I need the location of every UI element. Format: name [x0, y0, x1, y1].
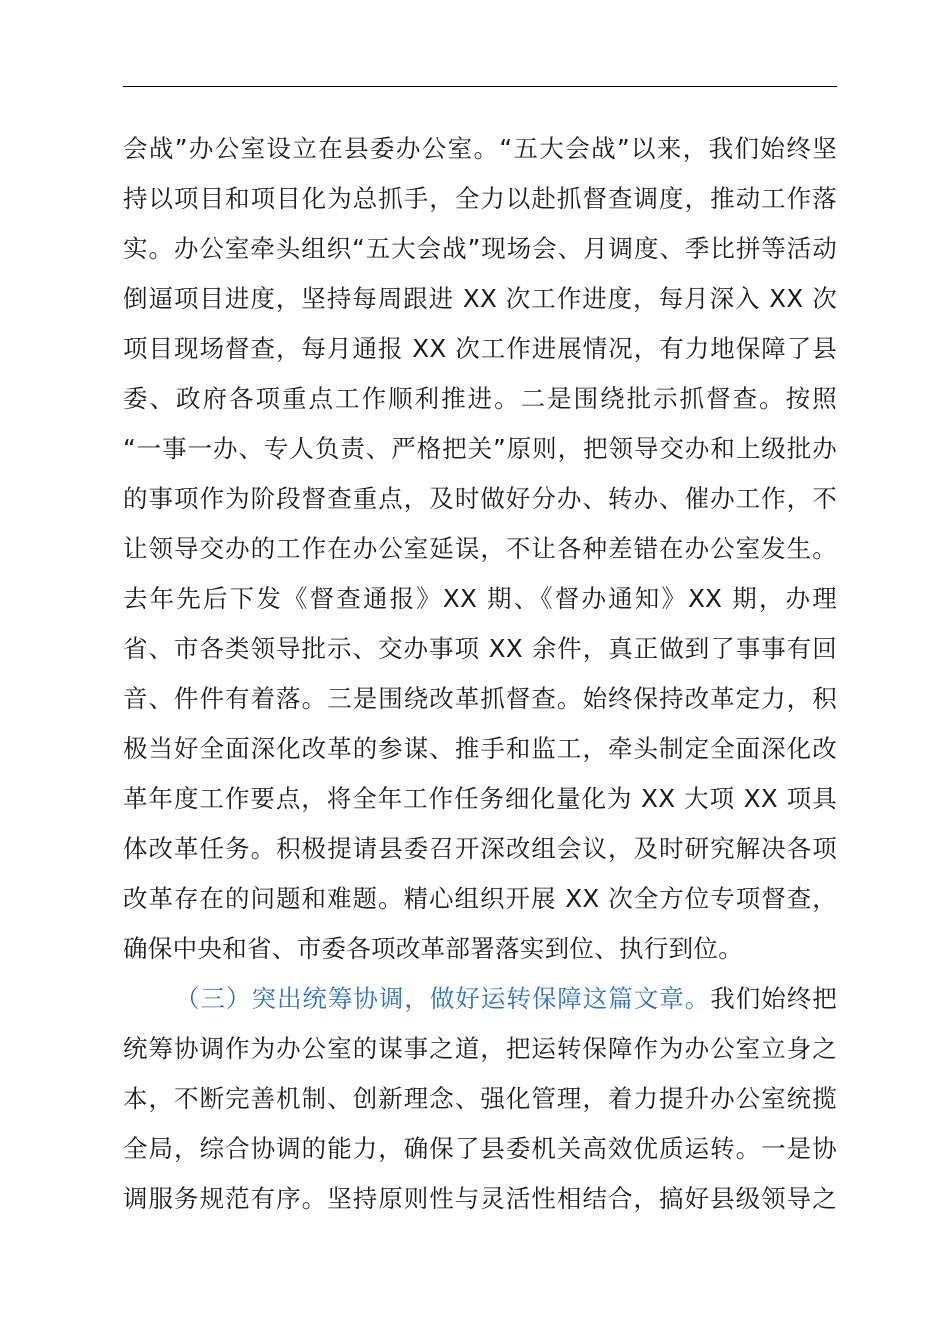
text-line: 项目现场督查，每月通报 XX 次工作进展情况，有力地保障了县 [123, 334, 837, 363]
text-line: 省、市各类领导批示、交办事项 XX 余件，真正做到了事事有回 [123, 634, 837, 663]
text-line: 改革存在的问题和难题。精心组织开展 XX 次全方位专项督查， [123, 884, 837, 913]
document-body [123, 124, 837, 1224]
text-line: 调服务规范有序。坚持原则性与灵活性相结合，搞好县级领导之 [123, 1184, 837, 1213]
text-line: 统筹协调作为办公室的谋事之道，把运转保障作为办公室立身之 [123, 1034, 837, 1063]
text-line: 会战”办公室设立在县委办公室。“五大会战”以来，我们始终坚 [123, 134, 837, 163]
paragraph-1 [123, 124, 837, 974]
text-line: 让领导交办的工作在办公室延误，不让各种差错在办公室发生。 [123, 534, 837, 563]
text-line: 极当好全面深化改革的参谋、推手和监工，牵头制定全面深化改 [123, 734, 837, 763]
text-line: “一事一办、专人负责、严格把关”原则，把领导交办和上级批办 [123, 434, 837, 463]
text-line: 的事项作为阶段督查重点，及时做好分办、转办、催办工作，不 [123, 484, 837, 513]
section-heading-line [123, 974, 837, 1024]
text-line: 实。办公室牵头组织“五大会战”现场会、月调度、季比拼等活动 [123, 234, 837, 263]
text-line: 音、件件有着落。三是围绕改革抓督查。始终保持改革定力，积 [123, 684, 837, 713]
header-rule [123, 86, 837, 87]
text-line: 去年先后下发《督查通报》XX 期、《督办通知》XX 期，办理 [123, 584, 837, 613]
heading-line-rest: 我们始终把 [710, 984, 837, 1013]
text-line: 倒逼项目进度，坚持每周跟进 XX 次工作进度，每月深入 XX 次 [123, 284, 837, 313]
text-line: 全局，综合协调的能力，确保了县委机关高效优质运转。一是协 [123, 1134, 837, 1163]
section-heading: （三）突出统筹协调，做好运转保障这篇文章。 [175, 984, 711, 1013]
text-line: 体改革任务。积极提请县委召开深改组会议，及时研究解决各项 [123, 834, 837, 863]
text-line: 委、政府各项重点工作顺利推进。二是围绕批示抓督查。按照 [123, 384, 837, 413]
text-line: 持以项目和项目化为总抓手，全力以赴抓督查调度，推动工作落 [123, 184, 837, 213]
paragraph-2 [123, 974, 837, 1224]
text-line: 革年度工作要点，将全年工作任务细化量化为 XX 大项 XX 项具 [123, 784, 837, 813]
text-line: 本，不断完善机制、创新理念、强化管理，着力提升办公室统揽 [123, 1084, 837, 1113]
text-line: 确保中央和省、市委各项改革部署落实到位、执行到位。 [123, 934, 743, 963]
